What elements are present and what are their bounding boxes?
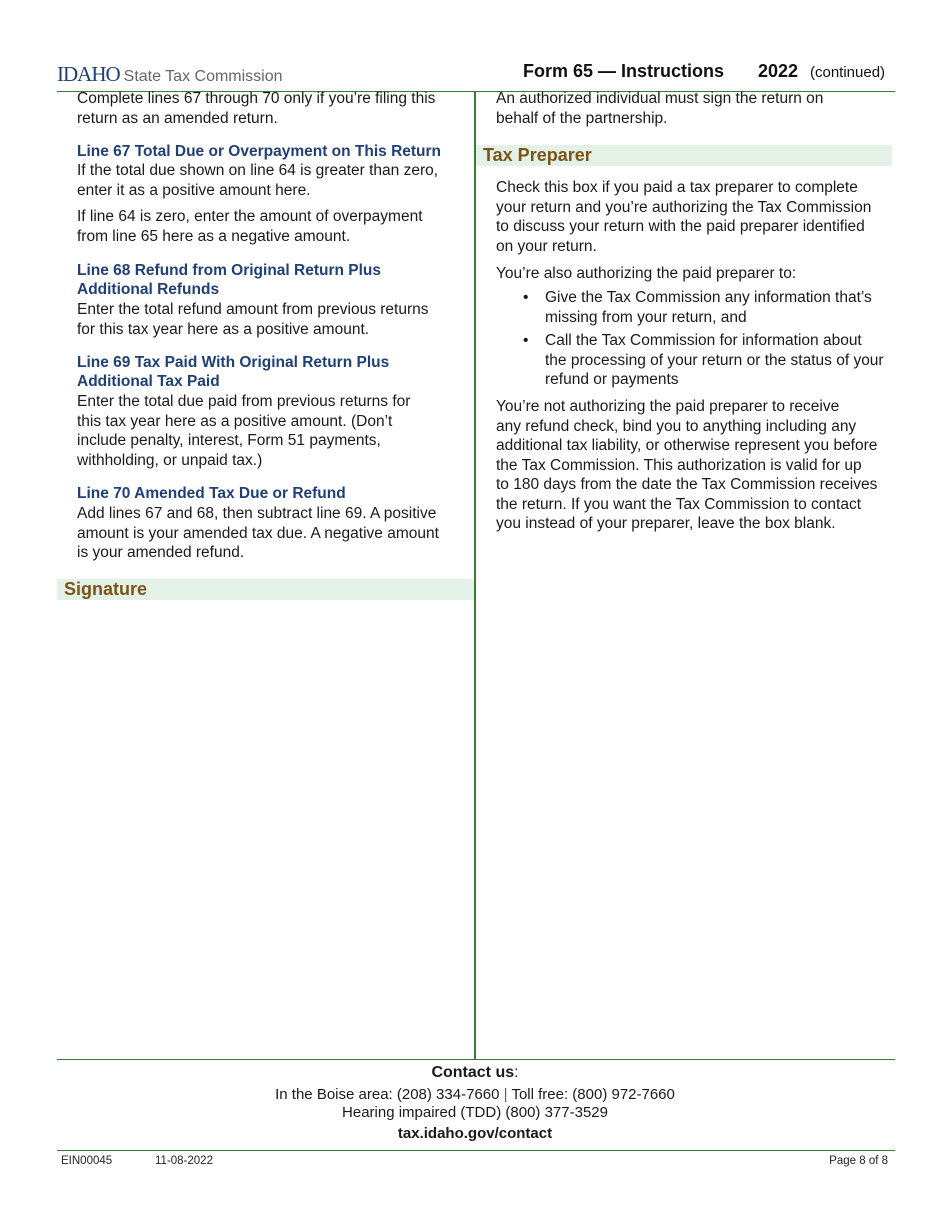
heading-line: Additional Refunds <box>77 281 220 298</box>
tax-preparer-title: Tax Preparer <box>483 145 592 165</box>
line-67-paragraph-1 <box>77 161 438 200</box>
text-line: enter it as a positive amount here. <box>77 181 311 199</box>
text-line: refund or payments <box>545 371 679 388</box>
heading-line: Line 69 Tax Paid With Original Return Plus <box>77 354 390 371</box>
footer-rule-top <box>57 1059 895 1060</box>
text-line: Complete lines 67 through 70 only if you’re filing this <box>77 90 436 107</box>
column-divider <box>474 91 476 1060</box>
text-line: you instead of your preparer, leave the box blank. <box>496 515 836 532</box>
text-line: Call the Tax Commission for information about <box>545 332 862 349</box>
tax-preparer-paragraph-1 <box>496 178 896 256</box>
signature-section-band <box>57 579 474 600</box>
text-line: Check this box if you paid a tax preparer to complete <box>496 179 858 196</box>
amended-intro <box>77 89 467 128</box>
tax-preparer-paragraph-3 <box>496 397 896 534</box>
text-line: for this tax year here as a positive amount. <box>77 320 370 338</box>
bullet-item <box>523 288 895 327</box>
line-67-heading: Line 67 Total Due or Overpayment on This Return <box>77 143 442 160</box>
contact-phones <box>0 1086 950 1103</box>
continued-label: (continued) <box>810 64 886 81</box>
text-line: withholding, or unpaid tax.) <box>77 451 263 469</box>
text-line: An authorized individual must sign the return on <box>496 90 824 107</box>
page-number: Page 8 of 8 <box>829 1155 888 1167</box>
contact-colon: : <box>514 1064 519 1081</box>
line-68-paragraph <box>77 300 429 339</box>
form-id: EIN00045 <box>61 1155 113 1167</box>
boise-phone: In the Boise area: (208) 334-7660 <box>275 1086 500 1103</box>
contact-url[interactable]: tax.idaho.gov/contact <box>397 1125 553 1142</box>
text-line: amount is your amended tax due. A negative amount <box>77 524 439 542</box>
contact-title: Contact us <box>431 1064 515 1081</box>
logo-mark: IDAHO <box>57 62 120 86</box>
text-line: the processing of your return or the status of your <box>545 351 884 369</box>
signature-title: Signature <box>64 579 148 599</box>
text-line: missing from your return, and <box>545 308 747 326</box>
bullet-item <box>523 331 895 390</box>
text-line: to 180 days from the date the Tax Commission receives <box>496 476 878 493</box>
text-line: additional tax liability, or otherwise represent you before <box>496 437 878 454</box>
text-line: this tax year here as a positive amount. (Don’t <box>77 412 393 430</box>
heading-line: Additional Tax Paid <box>77 373 220 390</box>
text-line: Add lines 67 and 68, then subtract line 69. A positive <box>77 505 437 522</box>
signature-text <box>496 89 891 128</box>
idaho-logo <box>57 62 283 86</box>
text-line: your return and you’re authorizing the Tax Commission <box>496 198 872 216</box>
line-68-heading <box>77 261 381 299</box>
revision-date: 11-08-2022 <box>155 1155 213 1167</box>
contact-heading <box>0 1064 950 1082</box>
text-line: Enter the total refund amount from previous returns <box>77 301 429 318</box>
text-line: include penalty, interest, Form 51 payments, <box>77 432 381 449</box>
form-title: Form 65 — Instructions <box>523 61 725 81</box>
text-line: the return. If you want the Tax Commission to contact <box>496 495 861 513</box>
line-70-heading: Line 70 Amended Tax Due or Refund <box>77 485 346 502</box>
tax-preparer-paragraph-2: You’re also authorizing the paid preparer to: <box>496 265 797 282</box>
text-line: If the total due shown on line 64 is greater than zero, <box>77 162 439 179</box>
bullet-dot: • <box>523 289 529 306</box>
bullet-dot: • <box>523 332 529 349</box>
line-69-paragraph <box>77 392 410 470</box>
text-line: is your amended refund. <box>77 544 245 561</box>
footer-rule-bottom <box>57 1150 895 1151</box>
form-year: 2022 <box>758 61 799 81</box>
text-line: You’re not authorizing the paid preparer to receive <box>496 398 840 415</box>
text-line: Give the Tax Commission any information that’s <box>545 289 872 306</box>
text-line: the Tax Commission. This authorization is valid for up <box>496 456 862 474</box>
text-line: If line 64 is zero, enter the amount of overpayment <box>77 208 423 225</box>
tdd-phone: Hearing impaired (TDD) (800) 377-3529 <box>342 1104 608 1121</box>
text-line: return as an amended return. <box>77 109 278 127</box>
heading-line: Line 68 Refund from Original Return Plus <box>77 262 382 279</box>
tax-preparer-section-band <box>476 145 892 166</box>
line-67-paragraph-2 <box>77 207 423 246</box>
tollfree-phone: Toll free: (800) 972-7660 <box>511 1086 675 1103</box>
text-line: from line 65 here as a negative amount. <box>77 227 351 245</box>
text-line: behalf of the partnership. <box>496 109 668 127</box>
text-line: on your return. <box>496 237 597 255</box>
logo-text: State Tax Commission <box>123 68 283 85</box>
text-line: Enter the total due paid from previous returns for <box>77 393 411 410</box>
text-line: any refund check, bind you to anything including any <box>496 417 857 435</box>
line-70-paragraph <box>77 504 439 563</box>
text-line: to discuss your return with the paid preparer identified <box>496 218 865 235</box>
line-69-heading <box>77 353 389 391</box>
phone-separator: | <box>503 1086 508 1103</box>
